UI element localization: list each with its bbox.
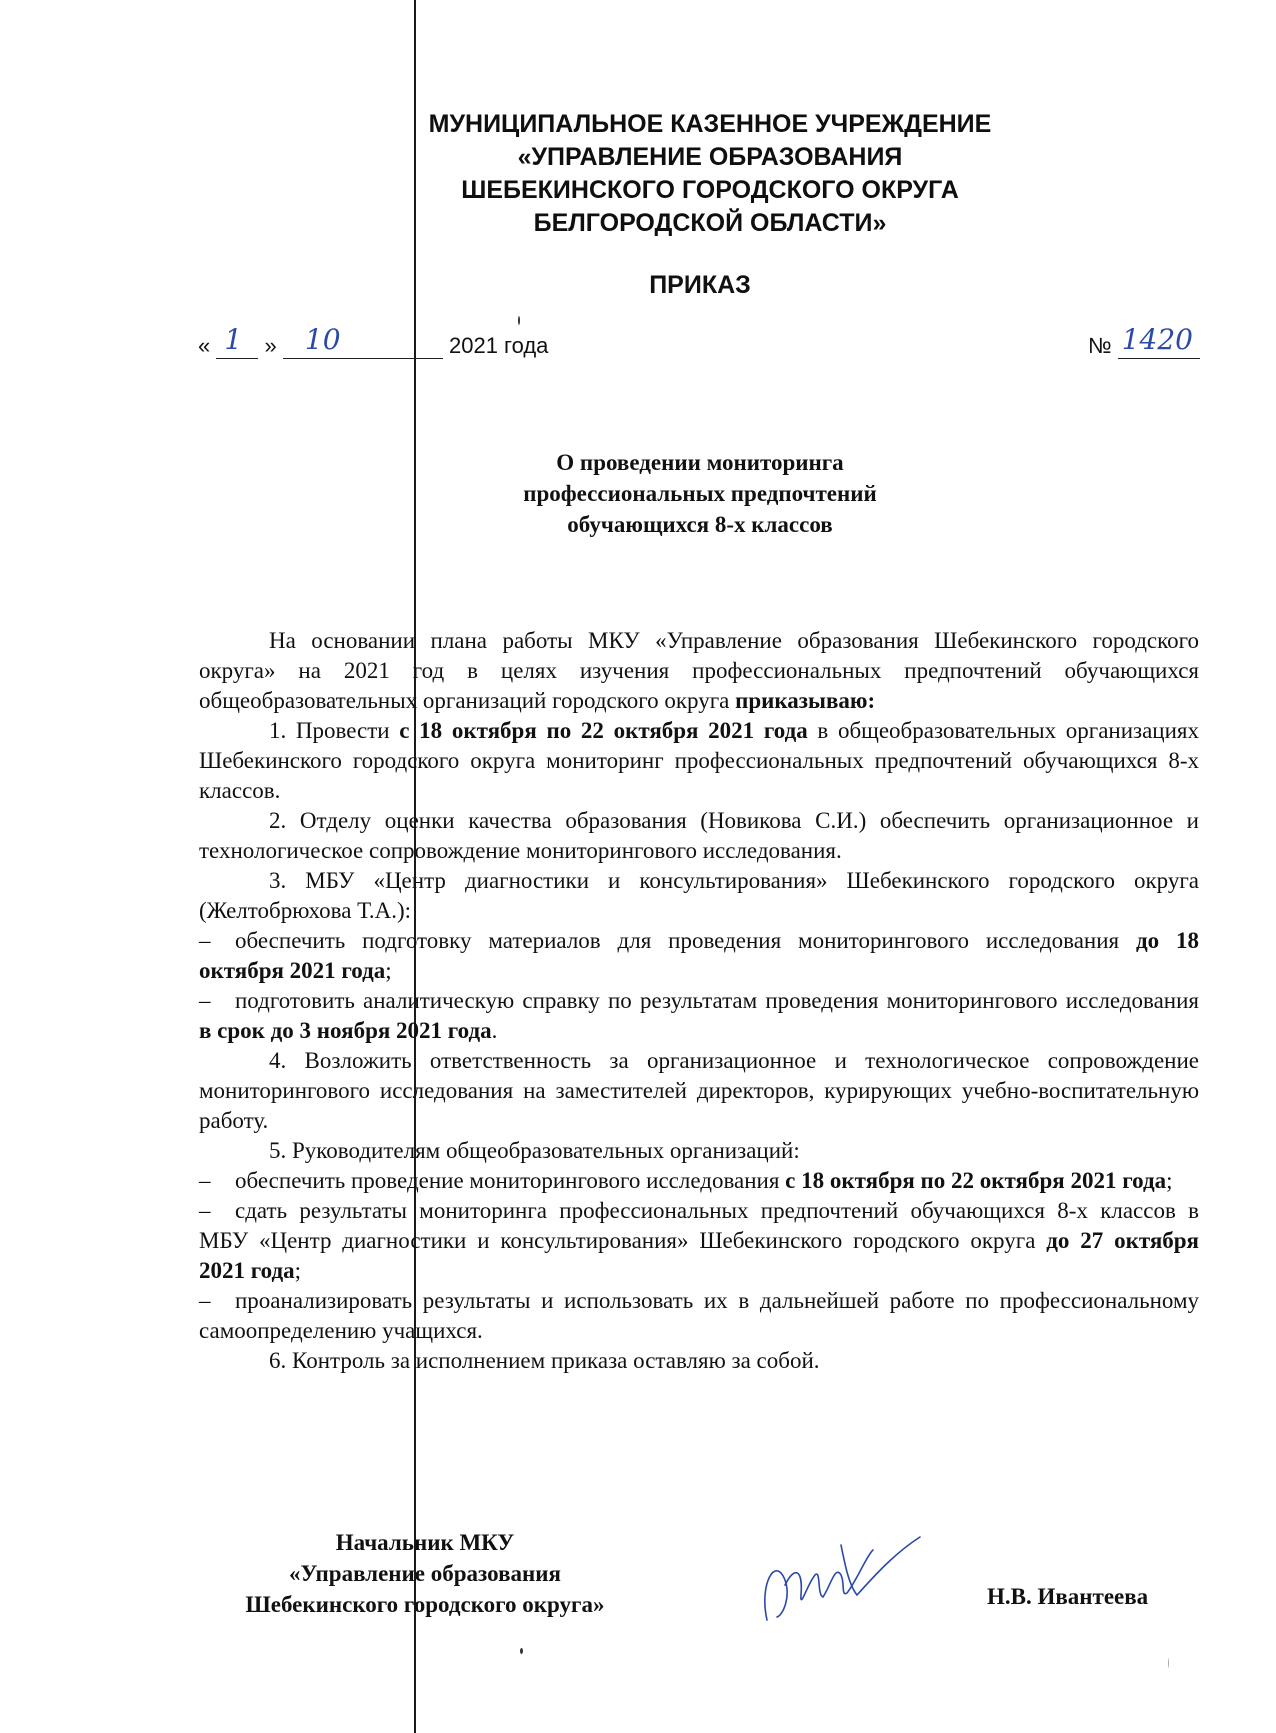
item-5b [199,1196,1199,1286]
date-month: 10 [304,323,341,356]
position-line: «Управление образования [289,1561,561,1586]
item-deadline: до 18 октября 2021 года [199,928,1199,983]
item-3a [199,926,1199,986]
date-close-quote: » [264,333,277,358]
item-text: обеспечить подготовку материалов для проведения мониторингового исследования [235,928,1136,953]
item-3: 3. МБУ «Центр диагностики и консультирования» Шебекинского городского округа (Желтобрюхова Т.А.): [199,868,1199,923]
number-label: № [1088,333,1112,358]
item-text: обеспечить проведение мониторингового исследования [235,1168,786,1193]
scan-speck [1168,1658,1169,1668]
order-body [199,626,1199,1376]
item-4: 4. Возложить ответственность за организационное и технологическое сопровождение мониторингового исследования на заместителей директоров, курирующих учебно-воспитательную работу. [199,1048,1199,1133]
item-text: сдать результаты мониторинга профессиональных предпочтений обучающихся 8-х классов в МБУ «Центр диагностики и консультирования» Шебекинского городского округа [199,1198,1199,1253]
order-subject [430,447,970,540]
date-year: 2021 года [449,333,549,358]
item-2: 2. Отделу оценки качества образования (Новикова С.И.) обеспечить организационное и технологическое сопровождение мониторингового исследования. [199,808,1199,863]
signatory-name: Н.В. Ивантеева [987,1584,1149,1609]
dash-bullet: – [199,988,211,1013]
document-type-title: ПРИКАЗ [649,271,751,299]
item-text: ; [294,1258,301,1283]
dash-bullet: – [199,1288,211,1313]
subject-line: обучающихся 8-х классов [567,512,833,537]
item-deadline: до 27 октября 2021 года [199,1228,1200,1283]
item-text: . [491,1018,498,1043]
subject-line: О проведении мониторинга [556,450,844,475]
dash-bullet: – [199,1198,211,1223]
signatory-position [205,1527,645,1620]
scan-speck [518,316,520,325]
preamble-text: На основании плана работы МКУ «Управление образования Шебекинского городского округа» на 2021 год в целях изучения профессиональных предпочтений обучающихся общеобразовательных организаций городского округа [199,628,1199,713]
item-text: в общеобразовательных организациях Шебекинского городского округа мониторинг профессиональных предпочтений обучающихся 8-х классов. [199,718,1200,803]
item-6: 6. Контроль за исполнением приказа оставляю за собой. [269,1348,820,1373]
order-number [1088,323,1200,359]
dash-bullet: – [199,928,211,953]
item-5c [199,1286,1199,1346]
preamble [199,626,1199,716]
order-date [198,323,549,359]
org-line: «УПРАВЛЕНИЕ ОБРАЗОВАНИЯ [517,143,903,171]
item-deadline: с 18 октября по 22 октября 2021 года [785,1168,1167,1193]
organization-header [330,108,1090,240]
number-value: 1420 [1121,323,1193,356]
month-blank [283,323,443,359]
scan-speck [520,1648,523,1654]
item-text: ; [385,958,392,983]
item-1 [199,716,1199,806]
position-line: Начальник МКУ [335,1530,515,1555]
org-line: ШЕБЕКИНСКОГО ГОРОДСКОГО ОКРУГА [461,176,959,204]
item-deadline: с 18 октября по 22 октября 2021 года [399,718,808,743]
item-text: 1. Провести [269,718,400,743]
item-text: подготовить аналитическую справку по результатам проведения мониторингового исследования [235,988,1199,1013]
item-5a [199,1166,1199,1196]
number-blank [1118,323,1200,359]
position-line: Шебекинского городского округа» [245,1592,605,1617]
org-line: БЕЛГОРОДСКОЙ ОБЛАСТИ» [533,209,887,237]
item-5: 5. Руководителям общеобразовательных организаций: [269,1138,800,1163]
org-line: МУНИЦИПАЛЬНОЕ КАЗЕННОЕ УЧРЕЖДЕНИЕ [428,110,992,138]
date-open-quote: « [198,333,211,358]
item-text: проанализировать результаты и использовать их в дальнейшей работе по профессиональному самоопределению учащихся. [199,1288,1199,1343]
dash-bullet: – [199,1168,211,1193]
item-text: ; [1166,1168,1173,1193]
item-deadline: в срок до 3 ноября 2021 года [199,1018,492,1043]
item-3b [199,986,1199,1046]
preamble-command: приказываю: [735,688,876,713]
subject-line: профессиональных предпочтений [523,481,877,506]
handwritten-signature [745,1525,945,1635]
day-blank [216,323,258,359]
date-day: 1 [224,323,243,356]
